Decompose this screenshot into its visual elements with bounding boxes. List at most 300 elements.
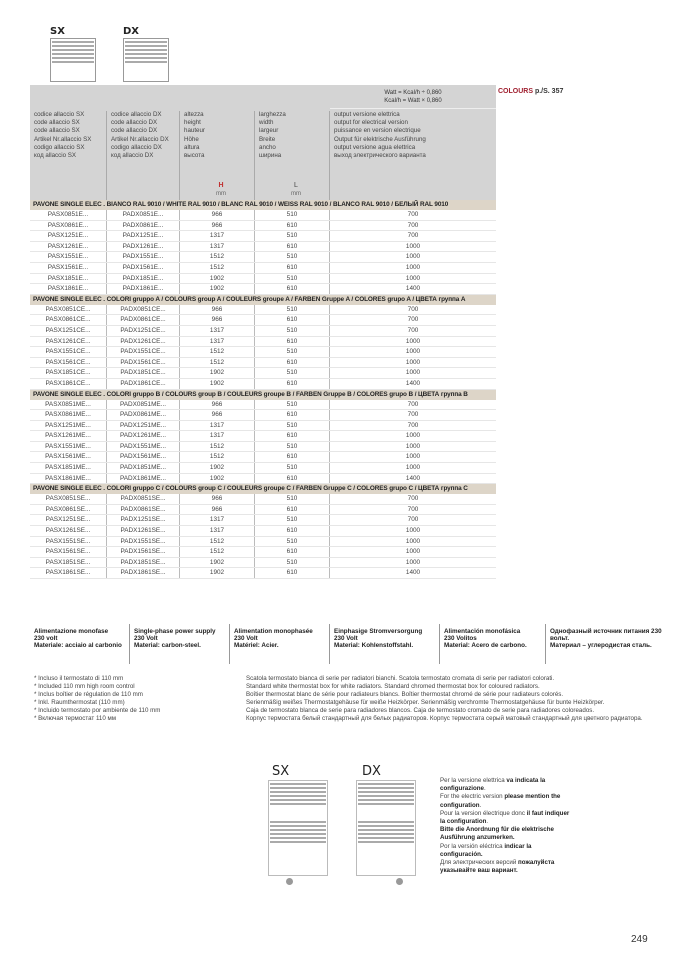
output-cell: 1400 — [405, 474, 421, 482]
output-cell: 1400 — [405, 379, 421, 387]
code-sx-cell: PASX0861SE... — [30, 505, 107, 515]
code-dx-cell: PADX0851CE... — [107, 305, 180, 315]
section-title: PAVONE SINGLE ELEC . BIANCO RAL 9010 / WHITE RAL 9010 / BLANC RAL 9010 / WEISS RAL 9010 / BLANCO RAL 9010 / БЕЛЫЙ RAL 9010 — [30, 200, 496, 210]
width-cell: 610 — [255, 315, 330, 325]
table-row — [30, 537, 496, 548]
section-title: PAVONE SINGLE ELEC . COLORI gruppo B / COLOURS group B / COULEURS groupe B / FARBEN Gruppe B / COLORES grupo B / ЦВЕТА группа B — [30, 390, 496, 400]
note-part: пожалуйста указывайте ваш вариант. — [440, 859, 555, 875]
code-dx-cell: PADX0851SE... — [107, 494, 180, 504]
height-cell: 1317 — [180, 526, 255, 536]
table-row — [30, 410, 496, 421]
width-cell: 510 — [255, 494, 330, 504]
table-row — [30, 315, 496, 326]
code-sx-cell: PASX0861E... — [30, 221, 107, 231]
header-line: Output für elektrische Ausführung — [334, 135, 426, 143]
table-row — [30, 263, 496, 274]
code-sx-cell: PASX1561SE... — [30, 547, 107, 557]
width-cell: 510 — [255, 421, 330, 431]
header-line: width — [259, 119, 274, 127]
product-table — [30, 200, 496, 579]
width-cell: 510 — [255, 400, 330, 410]
code-sx-cell: PASX1261ME... — [30, 431, 107, 441]
valve-dx-icon — [396, 878, 403, 885]
header-line: altezza — [184, 111, 204, 118]
output-cell: 1000 — [405, 253, 421, 261]
footer-item — [30, 624, 130, 664]
thermostat-line: * Inclus boîtier de régulation de 110 mm — [34, 691, 143, 698]
header-line: ширина — [259, 152, 282, 160]
height-cell: 1902 — [180, 558, 255, 568]
note-part: Por la versión eléctrica — [440, 842, 505, 850]
header-height — [180, 111, 255, 200]
output-cell: 700 — [407, 316, 419, 324]
width-cell: 510 — [255, 210, 330, 220]
code-dx-cell: PADX1561CE... — [107, 358, 180, 368]
footer-line: Material: carbon-steel. — [134, 642, 201, 649]
footer-line: Single-phase power supply — [134, 628, 216, 635]
width-cell: 610 — [255, 379, 330, 389]
header-output — [330, 111, 496, 200]
sx-label: SX — [50, 26, 65, 37]
width-cell: 510 — [255, 537, 330, 547]
footer-item — [440, 624, 546, 664]
table-row — [30, 421, 496, 432]
code-dx-cell: PADX1851ME... — [107, 463, 180, 473]
thermostat-box-notes — [246, 675, 666, 723]
header-line: Artikel Nr.allaccio DX — [111, 135, 169, 143]
height-cell: 966 — [180, 315, 255, 325]
height-cell: 1512 — [180, 442, 255, 452]
height-cell: 1902 — [180, 379, 255, 389]
code-sx-cell: PASX1251ME... — [30, 421, 107, 431]
height-cell: 1512 — [180, 347, 255, 357]
code-sx-cell: PASX0851CE... — [30, 305, 107, 315]
height-cell: 1902 — [180, 568, 255, 578]
code-sx-cell: PASX1851SE... — [30, 558, 107, 568]
code-sx-cell: PASX1551E... — [30, 252, 107, 262]
footer-item — [130, 624, 230, 664]
header-line: altura — [184, 143, 200, 151]
height-cell: 1512 — [180, 537, 255, 547]
code-dx-cell: PADX1261E... — [107, 242, 180, 252]
code-sx-cell: PASX0851ME... — [30, 400, 107, 410]
code-dx-cell: PADX1561ME... — [107, 452, 180, 462]
note-part: Bitte die Anordnung für die elektrische Ausführung anzumerken. — [440, 826, 554, 842]
code-sx-cell: PASX0851E... — [30, 210, 107, 220]
width-cell: 510 — [255, 305, 330, 315]
note-part: please mention the configuration — [440, 793, 561, 809]
output-cell: 700 — [407, 221, 419, 229]
output-cell: 1000 — [405, 453, 421, 461]
note-part: il faut indiquer la configuration — [440, 809, 570, 826]
output-cell: 700 — [407, 411, 419, 419]
footer-line: Einphasige Stromversorgung — [334, 628, 423, 635]
colours-page: p./S. 357 — [534, 88, 564, 95]
code-sx-cell: PASX1561ME... — [30, 452, 107, 462]
section-title: PAVONE SINGLE ELEC . COLORI gruppo A / COLOURS group A / COULEURS groupe A / FARBEN Gruppe A / COLORES grupo A / ЦВЕТА группа A — [30, 295, 496, 305]
code-sx-cell: PASX1261CE... — [30, 337, 107, 347]
header-code-sx — [30, 111, 107, 200]
code-sx-cell: PASX0851SE... — [30, 494, 107, 504]
thermostat-line: * Включая термостат 110 мм — [34, 715, 117, 722]
note-line — [440, 793, 570, 809]
thermostat-line: * Inkl. Raumthermostat (110 mm) — [34, 699, 125, 706]
code-dx-cell: PADX0851ME... — [107, 400, 180, 410]
footer-line: Alimentation monophasée — [234, 628, 313, 635]
code-dx-cell: PADX1551SE... — [107, 537, 180, 547]
table-row — [30, 242, 496, 253]
header-line: puissance en version electrique — [334, 127, 421, 135]
box-line: Boîtier thermostat blanc de série pour radiateurs blancs. Boîtier thermostat chromé de série pour radiateurs colorés. — [246, 691, 564, 698]
height-cell: 1317 — [180, 337, 255, 347]
height-cell: 1317 — [180, 431, 255, 441]
header-width — [255, 111, 330, 200]
output-cell: 1000 — [405, 442, 421, 450]
table-row — [30, 284, 496, 295]
height-cell: 1902 — [180, 463, 255, 473]
width-cell: 510 — [255, 347, 330, 357]
code-sx-cell: PASX1251SE... — [30, 515, 107, 525]
header-line: код allaccio DX — [111, 152, 154, 160]
section-title: PAVONE SINGLE ELEC . COLORI gruppo C / COLOURS group C / COULEURS groupe C / FARBEN Gruppe C / COLORES grupo C / ЦВЕТА группа C — [30, 484, 496, 494]
footer-line: Материал – углеродистая сталь. — [550, 642, 652, 649]
note-line — [440, 810, 570, 826]
footer-line: 230 Volt — [334, 635, 358, 642]
code-dx-cell: PADX1551CE... — [107, 347, 180, 357]
height-cell: 1902 — [180, 274, 255, 284]
note-part: indicar la configuración. — [440, 842, 532, 858]
output-cell: 700 — [407, 495, 419, 503]
code-dx-cell: PADX1861SE... — [107, 568, 180, 578]
width-cell: 610 — [255, 263, 330, 273]
height-unit: H mm — [216, 181, 226, 197]
radiator-dx-thumbnail — [123, 38, 169, 82]
output-cell: 1000 — [405, 548, 421, 556]
footer-line: 230 Volt — [234, 635, 258, 642]
code-dx-cell: PADX0861SE... — [107, 505, 180, 515]
watt-formula-2: Kcal/h = Watt × 0,860 — [384, 98, 442, 104]
header-line: output versione elettrica — [334, 111, 400, 118]
code-sx-cell: PASX1861ME... — [30, 474, 107, 484]
code-dx-cell: PADX1251SE... — [107, 515, 180, 525]
footer-line: Material: Kohlenstoffstahl. — [334, 642, 414, 649]
width-cell: 610 — [255, 337, 330, 347]
colours-reference[interactable] — [498, 88, 563, 95]
note-part: Для электрических версий — [440, 859, 519, 867]
table-row — [30, 358, 496, 369]
watt-formula-1: Watt = Kcal/h ÷ 0,860 — [384, 90, 442, 96]
output-cell: 1000 — [405, 432, 421, 440]
width-cell: 610 — [255, 452, 330, 462]
code-dx-cell: PADX1861E... — [107, 284, 180, 294]
note-part: . — [486, 818, 489, 826]
width-cell: 610 — [255, 410, 330, 420]
width-cell: 610 — [255, 242, 330, 252]
width-unit: L mm — [291, 181, 301, 197]
footer-item — [230, 624, 330, 664]
table-row — [30, 347, 496, 358]
code-dx-cell: PADX1861CE... — [107, 379, 180, 389]
output-cell: 1000 — [405, 263, 421, 271]
header-line: height — [184, 119, 201, 127]
footer-item — [330, 624, 440, 664]
width-cell: 610 — [255, 526, 330, 536]
width-cell: 510 — [255, 274, 330, 284]
code-sx-cell: PASX1561E... — [30, 263, 107, 273]
output-cell: 1000 — [405, 464, 421, 472]
table-row — [30, 210, 496, 221]
width-cell: 510 — [255, 442, 330, 452]
height-cell: 1512 — [180, 263, 255, 273]
width-cell: 510 — [255, 231, 330, 241]
footer-line: 230 volt — [34, 635, 58, 642]
height-cell: 1902 — [180, 368, 255, 378]
width-cell: 510 — [255, 326, 330, 336]
width-cell: 610 — [255, 358, 330, 368]
header-line: Höhe — [184, 135, 199, 143]
code-dx-cell: PADX1551E... — [107, 252, 180, 262]
output-cell: 1400 — [405, 569, 421, 577]
code-dx-cell: PADX1561SE... — [107, 547, 180, 557]
note-part: . — [484, 785, 486, 793]
header-line: codigo allaccio SX — [34, 143, 85, 151]
code-sx-cell: PASX1551SE... — [30, 537, 107, 547]
code-sx-cell: PASX1261E... — [30, 242, 107, 252]
output-cell: 700 — [407, 421, 419, 429]
thermostat-line: * Incluso il termostato di 110 mm — [34, 675, 124, 682]
height-cell: 966 — [180, 410, 255, 420]
table-row — [30, 252, 496, 263]
dx-label: DX — [123, 26, 140, 37]
output-cell: 700 — [407, 505, 419, 513]
code-sx-cell: PASX1251CE... — [30, 326, 107, 336]
thermostat-line: * Included 110 mm high room control — [34, 683, 135, 690]
code-dx-cell: PADX1251E... — [107, 231, 180, 241]
width-cell: 610 — [255, 284, 330, 294]
output-cell: 1000 — [405, 537, 421, 545]
header-line: larghezza — [259, 111, 286, 118]
note-line — [440, 826, 570, 842]
code-dx-cell: PADX0861ME... — [107, 410, 180, 420]
table-row — [30, 463, 496, 474]
dx-large-label: DX — [362, 764, 381, 779]
height-cell: 966 — [180, 221, 255, 231]
height-cell: 1512 — [180, 452, 255, 462]
code-dx-cell: PADX1851CE... — [107, 368, 180, 378]
box-line: Standard white thermostat box for white radiators. Standard chromed thermostat box for coloured radiators. — [246, 683, 540, 690]
code-sx-cell: PASX1861CE... — [30, 379, 107, 389]
width-cell: 610 — [255, 431, 330, 441]
table-row — [30, 558, 496, 569]
note-part: . — [479, 801, 482, 809]
output-cell: 700 — [407, 516, 419, 524]
header-code-dx — [107, 111, 180, 200]
header-line: code allaccio DX — [111, 119, 158, 127]
configuration-note — [440, 777, 570, 875]
footer-line: Alimentación monofásica — [444, 628, 521, 635]
header-line: largeur — [259, 127, 279, 135]
table-row — [30, 474, 496, 485]
header-line: код allaccio SX — [34, 152, 77, 160]
table-row — [30, 400, 496, 411]
table-row — [30, 494, 496, 505]
table-row — [30, 379, 496, 390]
height-cell: 966 — [180, 400, 255, 410]
code-sx-cell: PASX1861E... — [30, 284, 107, 294]
height-cell: 966 — [180, 210, 255, 220]
output-cell: 700 — [407, 326, 419, 334]
code-sx-cell: PASX0861CE... — [30, 315, 107, 325]
code-sx-cell: PASX1551ME... — [30, 442, 107, 452]
code-dx-cell: PADX1251ME... — [107, 421, 180, 431]
output-cell: 1000 — [405, 337, 421, 345]
width-cell: 510 — [255, 252, 330, 262]
header-line: Artikel Nr.allaccio SX — [34, 135, 92, 143]
code-dx-cell: PADX1261SE... — [107, 526, 180, 536]
table-row — [30, 221, 496, 232]
code-sx-cell: PASX1851E... — [30, 274, 107, 284]
header-line: codigo allaccio DX — [111, 143, 162, 151]
code-dx-cell: PADX1261ME... — [107, 431, 180, 441]
height-cell: 966 — [180, 505, 255, 515]
height-cell: 966 — [180, 494, 255, 504]
code-sx-cell: PASX1851CE... — [30, 368, 107, 378]
height-cell: 1317 — [180, 421, 255, 431]
output-cell: 1000 — [405, 348, 421, 356]
box-line: Serienmäßig weißes Thermostatgehäuse für weiße Heizkörper. Serienmäßig verchromte Thermostatgehäuse für bunte Heizkörper. — [246, 699, 605, 706]
footer-line: Materiale: acciaio al carbonio — [34, 642, 122, 649]
output-cell: 1000 — [405, 527, 421, 535]
page-number: 249 — [631, 934, 648, 945]
table-row — [30, 442, 496, 453]
width-cell: 510 — [255, 515, 330, 525]
footer-line: Matériel: Acier. — [234, 642, 279, 649]
width-cell: 610 — [255, 221, 330, 231]
note-part: Pour la version électrique donc — [440, 809, 527, 817]
table-row — [30, 547, 496, 558]
code-dx-cell: PADX1861ME... — [107, 474, 180, 484]
height-cell: 1902 — [180, 284, 255, 294]
code-dx-cell: PADX0861E... — [107, 221, 180, 231]
code-sx-cell: PASX0861ME... — [30, 410, 107, 420]
code-sx-cell: PASX1561CE... — [30, 358, 107, 368]
height-cell: 1512 — [180, 252, 255, 262]
table-row — [30, 274, 496, 285]
thermostat-line: * Incluido termostato por ambiente de 110 mm — [34, 707, 161, 714]
code-dx-cell: PADX1851SE... — [107, 558, 180, 568]
header-line: ancho — [259, 143, 276, 151]
table-header — [30, 85, 496, 200]
output-cell: 1400 — [405, 285, 421, 293]
note-line — [440, 843, 570, 859]
header-line: code allaccio SX — [34, 127, 80, 135]
table-row — [30, 515, 496, 526]
code-dx-cell: PADX1261CE... — [107, 337, 180, 347]
height-cell: 1512 — [180, 358, 255, 368]
table-row — [30, 505, 496, 516]
watt-conversion — [330, 85, 496, 109]
sx-large-label: SX — [272, 764, 290, 779]
table-row — [30, 337, 496, 348]
footer-line: Material: Acero de carbono. — [444, 642, 527, 649]
height-cell: 966 — [180, 305, 255, 315]
code-dx-cell: PADX1551ME... — [107, 442, 180, 452]
output-cell: 700 — [407, 232, 419, 240]
header-line: code allaccio SX — [34, 119, 80, 127]
code-dx-cell: PADX0851E... — [107, 210, 180, 220]
table-row — [30, 526, 496, 537]
footer-line: Однофазный источник питания 230 вольт. — [550, 628, 662, 642]
code-sx-cell: PASX1861SE... — [30, 568, 107, 578]
table-row — [30, 326, 496, 337]
radiator-sx-drawing — [268, 780, 328, 876]
footer-line: 230 Volitos — [444, 635, 477, 642]
footer-item — [546, 624, 670, 664]
table-row — [30, 431, 496, 442]
height-cell: 1317 — [180, 326, 255, 336]
height-cell: 1512 — [180, 547, 255, 557]
output-cell: 700 — [407, 305, 419, 313]
output-cell: 700 — [407, 400, 419, 408]
table-row — [30, 231, 496, 242]
code-dx-cell: PADX1561E... — [107, 263, 180, 273]
note-line — [440, 859, 570, 875]
table-row — [30, 568, 496, 579]
box-line: Caja de termostato blanca de serie para radiadores blancos. Caja de termostato cromado de serie para radiadores coloreados. — [246, 707, 595, 714]
box-line: Корпус термостата белый стандартный для белых радиаторов. Корпус термостата серый матовый стандартный для цветного радиатора. — [246, 715, 643, 722]
header-line: codice allaccio SX — [34, 111, 85, 118]
height-cell: 1317 — [180, 231, 255, 241]
code-sx-cell: PASX1261SE... — [30, 526, 107, 536]
output-cell: 1000 — [405, 558, 421, 566]
note-part: va indicata la configurazione — [440, 777, 546, 793]
footer-line: Alimentazione monofase — [34, 628, 109, 635]
header-line: output for electrical version — [334, 119, 408, 127]
radiator-sx-thumbnail — [50, 38, 96, 82]
code-dx-cell: PADX0861CE... — [107, 315, 180, 325]
note-line — [440, 777, 570, 793]
code-dx-cell: PADX1851E... — [107, 274, 180, 284]
height-cell: 1902 — [180, 474, 255, 484]
table-row — [30, 452, 496, 463]
box-line: Scatola termostato bianca di serie per radiatori bianchi. Scatola termostato cromata di serie per radiatori colorati. — [246, 675, 555, 682]
code-dx-cell: PADX1251CE... — [107, 326, 180, 336]
note-part: For the electric version — [440, 793, 505, 801]
width-cell: 610 — [255, 505, 330, 515]
width-cell: 610 — [255, 568, 330, 578]
footer-line: 230 Volt — [134, 635, 158, 642]
header-line: codice allaccio DX — [111, 111, 162, 118]
width-cell: 510 — [255, 463, 330, 473]
output-cell: 1000 — [405, 274, 421, 282]
width-cell: 610 — [255, 474, 330, 484]
valve-sx-icon — [286, 878, 293, 885]
header-line: code allaccio DX — [111, 127, 158, 135]
output-cell: 1000 — [405, 242, 421, 250]
code-sx-cell: PASX1551CE... — [30, 347, 107, 357]
header-line: Breite — [259, 135, 276, 143]
output-cell: 1000 — [405, 369, 421, 377]
output-cell: 1000 — [405, 358, 421, 366]
width-cell: 510 — [255, 558, 330, 568]
height-cell: 1317 — [180, 242, 255, 252]
header-line: hauteur — [184, 127, 205, 135]
colours-label: COLOURS — [498, 88, 533, 95]
note-part: Per la versione elettrica — [440, 777, 507, 784]
code-sx-cell: PASX1851ME... — [30, 463, 107, 473]
table-row — [30, 368, 496, 379]
output-cell: 700 — [407, 211, 419, 218]
